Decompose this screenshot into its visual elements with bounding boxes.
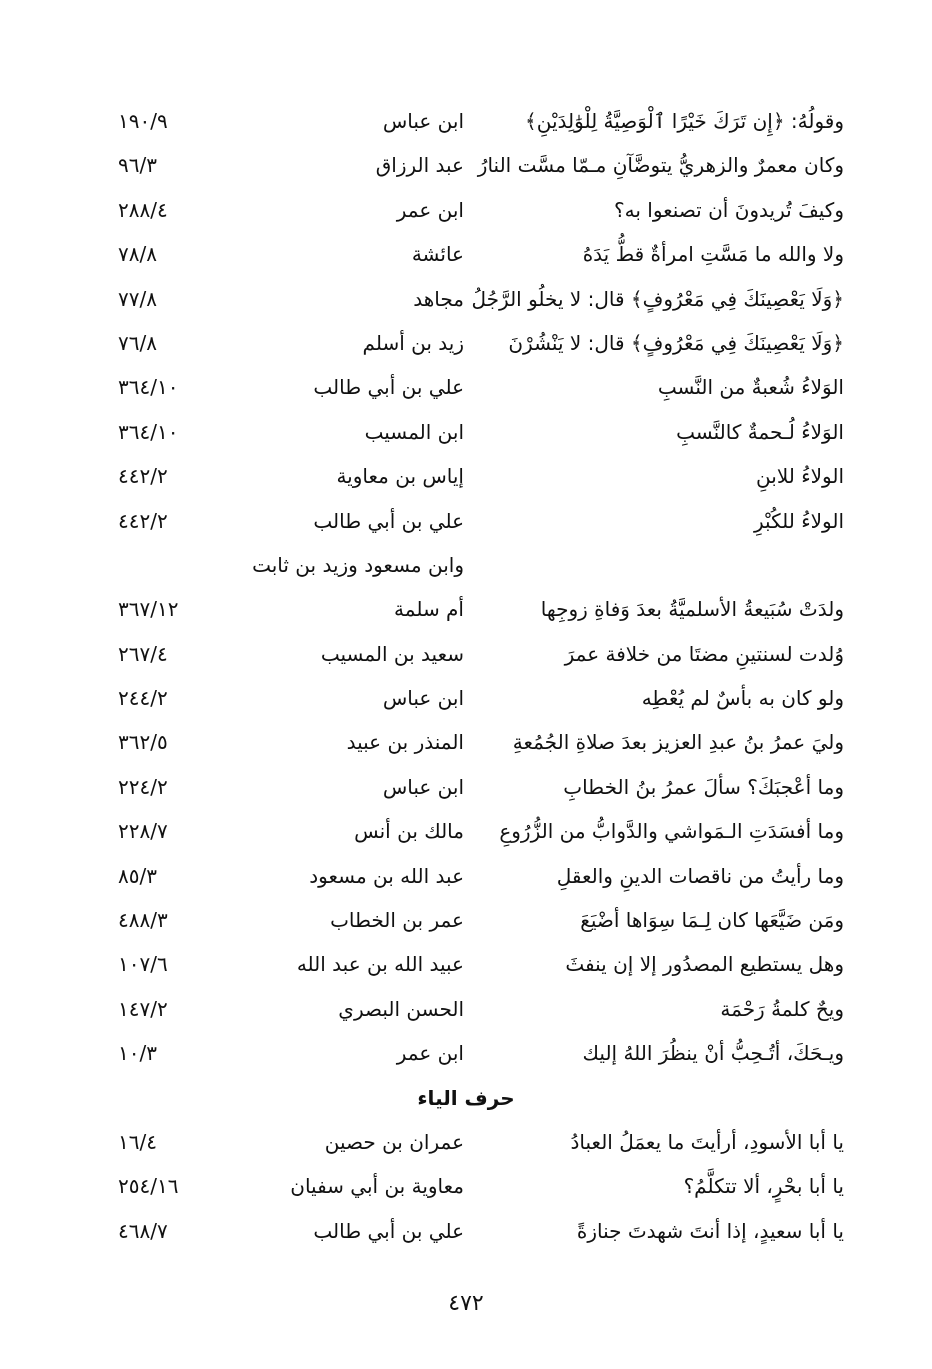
narrator-name: ابن عمر [396,1041,464,1066]
narrator-name: عبيد الله بن عبد الله [296,952,464,977]
quote-text: الولاءُ للابنِ [756,464,844,489]
table-row [0,809,932,853]
narrator-name: مجاهد [413,286,464,311]
quote-text: يا أبا الأسودِ، أرأيتَ ما يعمَلُ العبادُ [570,1129,844,1154]
narrator-name: عبد الرزاق [375,153,464,178]
quote-text: وكان معمرٌ والزهريُّ يتوضَّآنِ مـمّا مسَّت النارُ [477,153,844,178]
volume-page-ref: ٧٨/٨ [118,242,157,267]
section-heading-row [0,1076,932,1120]
volume-page-ref: ١٩٠/٩ [118,109,168,133]
narrator-continuation: وابن مسعود وزيد بن ثابت [252,552,464,577]
quote-text: ومَن ضَيَّعَها كان لِـمَا سِوَاها أضْيَعَ [580,908,844,933]
volume-page-ref: ٧٧/٨ [118,286,157,311]
table-row [0,321,932,365]
quote-text: يا أبا سعيدٍ، إذا أنتَ شهدتَ جنازةً [576,1218,844,1243]
narrator-name: ابن المسيب [364,419,464,444]
table-row [0,1209,932,1253]
narrator-continuation-row [0,543,932,587]
narrator-name: علي بن أبي طالب [313,375,464,400]
table-row [0,1120,932,1164]
table-row [0,720,932,764]
volume-page-ref: ٩٦/٣ [118,153,157,178]
table-row [0,99,932,143]
quote-text: ولو كان به بأسٌ لم يُعْطِه [641,686,844,711]
narrator-name: عمران بن حصين [324,1129,464,1154]
table-row [0,1164,932,1208]
table-row [0,143,932,187]
volume-page-ref: ٤٦٨/٧ [118,1218,168,1243]
table-row [0,499,932,543]
narrator-name: ابن عباس [382,109,464,133]
quote-text: وقولُهُ: ﴿إِن تَرَكَ خَيْرًا ٱلْوَصِيَّةُ لِلْوَٰلِدَيْنِ﴾ [525,109,844,133]
quote-text: الولاءُ للكُبْرِ [754,508,844,533]
volume-page-ref: ٣٦٤/١٠ [118,375,179,400]
table-row [0,898,932,942]
quote-text: وما أعْجبَكَ؟ سألَ عمرُ بنُ الخطابِ [563,774,844,799]
volume-page-ref: ٢٨٨/٤ [118,197,168,222]
narrator-name: زيد بن أسلم [362,330,464,355]
volume-page-ref: ٤٤٢/٢ [118,508,168,533]
volume-page-ref: ٣٦٤/١٠ [118,419,179,444]
volume-page-ref: ٢٤٤/٢ [118,686,168,711]
table-row [0,765,932,809]
narrator-name: الحسن البصري [338,996,464,1021]
table-row [0,410,932,454]
narrator-name: عمر بن الخطاب [330,908,464,933]
narrator-name: عائشة [411,242,464,267]
narrator-name: أم سلمة [394,597,464,622]
quote-text: ﴿وَلَا يَعْصِينَكَ فِي مَعْرُوفٍ﴾ قال: لا يخلُو الرَّجُلُ [472,286,844,311]
page-number: ٤٧٢ [448,1291,484,1316]
narrator-name: مالك بن أنس [354,819,464,844]
volume-page-ref: ٢٢٨/٧ [118,819,168,844]
index-table [0,99,932,1253]
volume-page-ref: ١٠/٣ [118,1041,157,1066]
quote-text: وكيفَ تُريدونَ أن تصنعوا به؟ [614,197,844,222]
narrator-name: معاوية بن أبي سفيان [290,1174,464,1199]
narrator-name: علي بن أبي طالب [313,1218,464,1243]
narrator-name: علي بن أبي طالب [313,508,464,533]
narrator-name: عبد الله بن مسعود [309,863,464,888]
volume-page-ref: ٤٤٢/٢ [118,464,168,489]
quote-text: وُلدت لسنتينِ مضتَا من خلافة عمرَ [564,641,844,666]
narrator-name: سعيد بن المسيب [320,641,464,666]
section-heading: حرف الياء [417,1085,515,1110]
quote-text: وما أفسَدَتِ الـمَواشي والدَّوابُّ من الزُّرُوعِ [499,819,844,844]
volume-page-ref: ٣٦٢/٥ [118,730,168,755]
table-row [0,942,932,986]
table-row [0,854,932,898]
quote-text: ولدَتْ سُبَيعةُ الأسلميَّةُ بعدَ وَفاةِ زوجِها [540,597,844,622]
quote-text: ﴿وَلَا يَعْصِينَكَ فِي مَعْرُوفٍ﴾ قال: لا يَنْشُرْنَ [508,330,844,355]
narrator-name: إياس بن معاوية [336,464,464,489]
quote-text: وهل يستطيع المصدُور إلا إن ينفثَ [565,952,844,977]
volume-page-ref: ٨٥/٣ [118,863,157,888]
table-row [0,277,932,321]
quote-text: ولا والله ما مَسَّتِ امرأةٌ قطُّ يَدَهُ [582,242,844,267]
narrator-name: ابن عمر [396,197,464,222]
table-row [0,454,932,498]
volume-page-ref: ٤٨٨/٣ [118,908,168,933]
narrator-name: المنذر بن عبيد [346,730,464,755]
quote-text: وليَ عمرُ بنُ عبدِ العزيز بعدَ صلاةِ الجُمُعةِ [512,730,844,755]
volume-page-ref: ٣٦٧/١٢ [118,597,179,622]
volume-page-ref: ١٠٧/٦ [118,952,168,977]
volume-page-ref: ٢٥٤/١٦ [118,1174,179,1199]
quote-text: يا أبا بحْرٍ، ألا تتكلَّمُ؟ [683,1174,844,1199]
table-row [0,676,932,720]
volume-page-ref: ١٤٧/٢ [118,996,168,1021]
table-row [0,587,932,631]
table-row [0,232,932,276]
volume-page-ref: ٧٦/٨ [118,330,157,355]
volume-page-ref: ٢٢٤/٢ [118,774,168,799]
table-row [0,365,932,409]
quote-text: ويـحَكَ، أتُـحِبُّ أنْ ينظُرَ اللهُ إليك [582,1041,844,1066]
quote-text: الوَلاءُ لُـحمةٌ كالنَّسبِ [676,419,844,444]
quote-text: ويحٌ كلمةُ رَحْمَة [720,996,844,1021]
quote-text: وما رأيتُ من ناقصات الدينِ والعقلِ [556,863,844,888]
table-row [0,188,932,232]
narrator-name: ابن عباس [382,774,464,799]
table-row [0,1031,932,1075]
volume-page-ref: ١٦/٤ [118,1129,157,1154]
table-row [0,632,932,676]
table-row [0,987,932,1031]
narrator-name: ابن عباس [382,686,464,711]
volume-page-ref: ٢٦٧/٤ [118,641,168,666]
quote-text: الوَلاءُ شُعبةٌ من النَّسبِ [657,375,844,400]
